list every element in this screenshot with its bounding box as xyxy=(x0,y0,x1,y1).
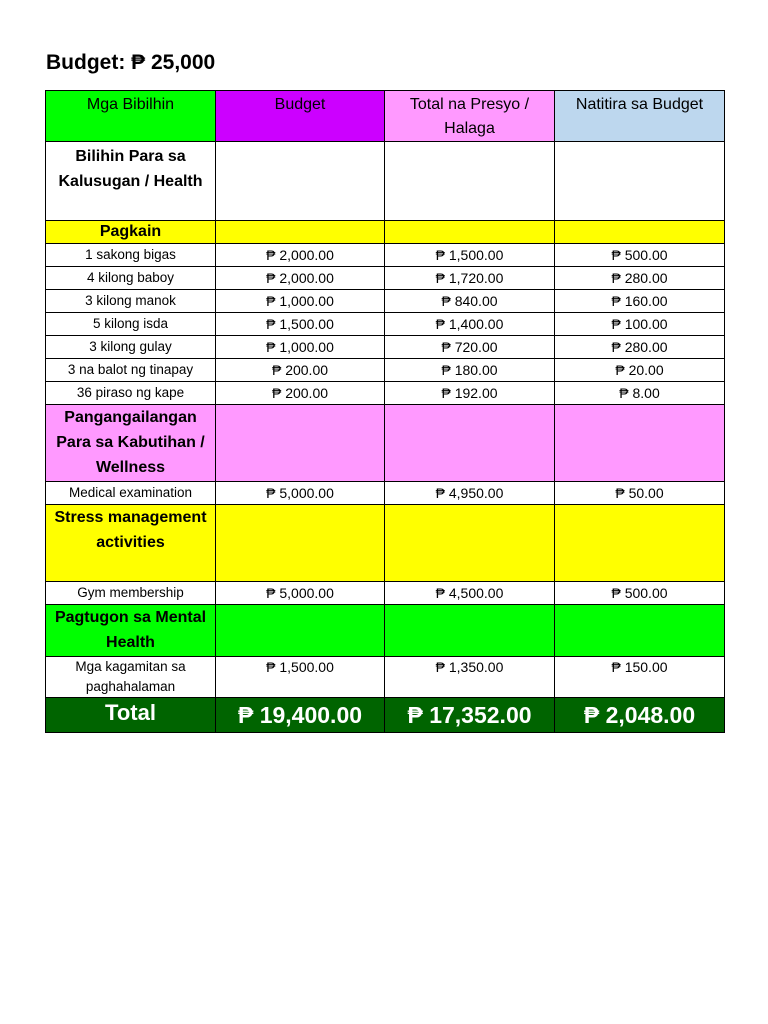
section-label-mental: Pagtugon sa Mental Health xyxy=(46,605,216,657)
item-remaining: ₱ 100.00 xyxy=(555,313,725,336)
item-remaining: ₱ 280.00 xyxy=(555,336,725,359)
budget-table xyxy=(45,90,725,733)
empty-cell xyxy=(385,221,555,244)
item-budget: ₱ 200.00 xyxy=(216,382,385,405)
item-remaining: ₱ 150.00 xyxy=(555,657,725,698)
section-row-stress xyxy=(46,505,725,582)
item-name: 3 na balot ng tinapay xyxy=(46,359,216,382)
item-name: 3 kilong manok xyxy=(46,290,216,313)
item-total: ₱ 180.00 xyxy=(385,359,555,382)
table-row xyxy=(46,267,725,290)
total-label: Total xyxy=(46,698,216,733)
empty-cell xyxy=(216,405,385,482)
section-row-health xyxy=(46,142,725,221)
header-natitira: Natitira sa Budget xyxy=(555,91,725,142)
empty-cell xyxy=(216,142,385,221)
header-budget: Budget xyxy=(216,91,385,142)
item-name: 4 kilong baboy xyxy=(46,267,216,290)
empty-cell xyxy=(385,405,555,482)
header-row xyxy=(46,91,725,142)
item-remaining: ₱ 20.00 xyxy=(555,359,725,382)
section-label-wellness: Pangangailangan Para sa Kabutihan / Wellness xyxy=(46,405,216,482)
table-row xyxy=(46,482,725,505)
total-row xyxy=(46,698,725,733)
item-budget: ₱ 1,500.00 xyxy=(216,313,385,336)
item-name: Medical examination xyxy=(46,482,216,505)
page-title: Budget: ₱ 25,000 xyxy=(46,51,216,74)
item-budget: ₱ 2,000.00 xyxy=(216,244,385,267)
header-total-na-presyo: Total na Presyo / Halaga xyxy=(385,91,555,142)
item-budget: ₱ 1,000.00 xyxy=(216,290,385,313)
empty-cell xyxy=(385,142,555,221)
section-row-wellness xyxy=(46,405,725,482)
item-total: ₱ 1,400.00 xyxy=(385,313,555,336)
total-budget: ₱ 19,400.00 xyxy=(216,698,385,733)
empty-cell xyxy=(555,605,725,657)
item-budget: ₱ 2,000.00 xyxy=(216,267,385,290)
item-total: ₱ 4,500.00 xyxy=(385,582,555,605)
section-row-mental xyxy=(46,605,725,657)
item-total: ₱ 1,500.00 xyxy=(385,244,555,267)
table-row xyxy=(46,290,725,313)
empty-cell xyxy=(216,605,385,657)
item-remaining: ₱ 500.00 xyxy=(555,582,725,605)
empty-cell xyxy=(555,505,725,582)
table-row xyxy=(46,336,725,359)
item-budget: ₱ 1,500.00 xyxy=(216,657,385,698)
section-label-health: Bilihin Para sa Kalusugan / Health xyxy=(46,142,216,221)
item-name: 3 kilong gulay xyxy=(46,336,216,359)
item-remaining: ₱ 280.00 xyxy=(555,267,725,290)
table-row xyxy=(46,359,725,382)
section-row-pagkain xyxy=(46,221,725,244)
empty-cell xyxy=(216,505,385,582)
item-remaining: ₱ 50.00 xyxy=(555,482,725,505)
table-row xyxy=(46,582,725,605)
item-total: ₱ 4,950.00 xyxy=(385,482,555,505)
empty-cell xyxy=(555,221,725,244)
item-remaining: ₱ 500.00 xyxy=(555,244,725,267)
item-name: Gym membership xyxy=(46,582,216,605)
total-total: ₱ 17,352.00 xyxy=(385,698,555,733)
total-remaining: ₱ 2,048.00 xyxy=(555,698,725,733)
empty-cell xyxy=(555,142,725,221)
item-budget: ₱ 5,000.00 xyxy=(216,482,385,505)
item-name: 5 kilong isda xyxy=(46,313,216,336)
item-total: ₱ 1,350.00 xyxy=(385,657,555,698)
item-total: ₱ 720.00 xyxy=(385,336,555,359)
item-name: Mga kagamitan sa paghahalaman xyxy=(46,657,216,698)
table-row xyxy=(46,657,725,698)
header-mga-bibilhin: Mga Bibilhin xyxy=(46,91,216,142)
item-remaining: ₱ 160.00 xyxy=(555,290,725,313)
section-label-stress: Stress management activities xyxy=(46,505,216,582)
item-budget: ₱ 200.00 xyxy=(216,359,385,382)
item-remaining: ₱ 8.00 xyxy=(555,382,725,405)
table-row xyxy=(46,313,725,336)
empty-cell xyxy=(385,505,555,582)
item-name: 36 piraso ng kape xyxy=(46,382,216,405)
table-row xyxy=(46,244,725,267)
item-total: ₱ 192.00 xyxy=(385,382,555,405)
empty-cell xyxy=(385,605,555,657)
empty-cell xyxy=(555,405,725,482)
section-label-pagkain: Pagkain xyxy=(46,221,216,244)
item-budget: ₱ 1,000.00 xyxy=(216,336,385,359)
item-total: ₱ 1,720.00 xyxy=(385,267,555,290)
item-budget: ₱ 5,000.00 xyxy=(216,582,385,605)
empty-cell xyxy=(216,221,385,244)
item-total: ₱ 840.00 xyxy=(385,290,555,313)
item-name: 1 sakong bigas xyxy=(46,244,216,267)
table-row xyxy=(46,382,725,405)
